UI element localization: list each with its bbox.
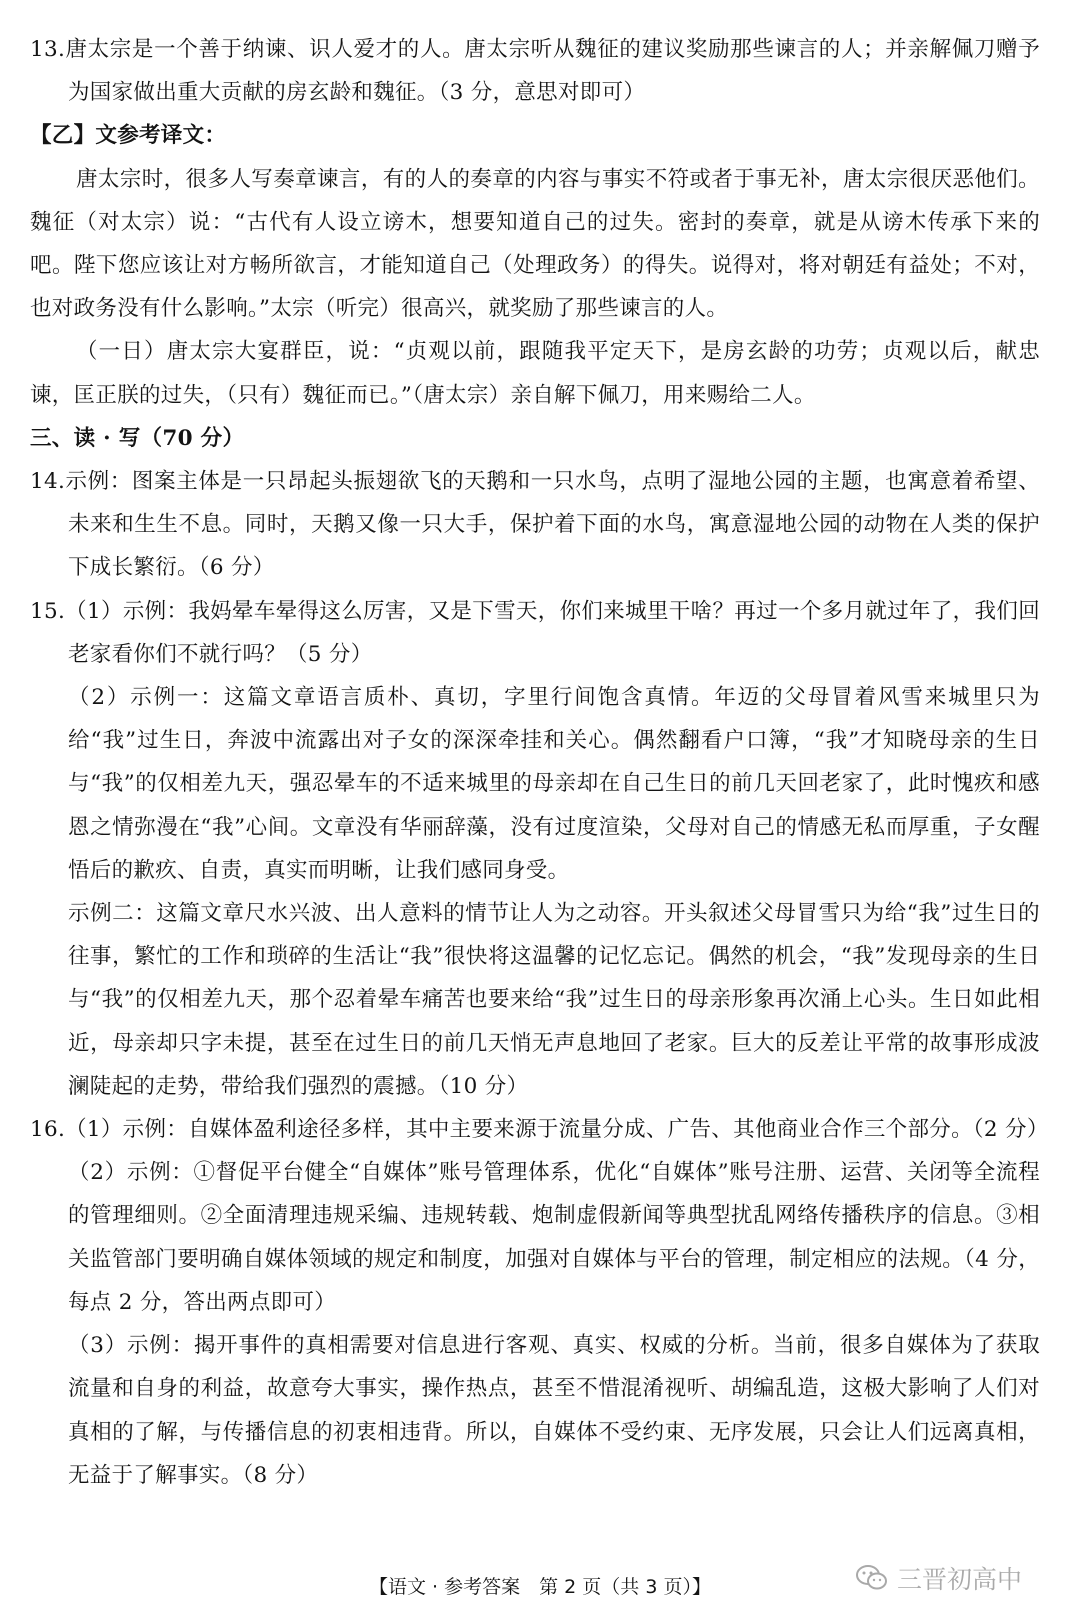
section-heading-read-write: 三、读 · 写（70 分）	[30, 425, 245, 451]
answer-15-1: 15.（1）示例：我妈晕车晕得这么厉害，又是下雪天，你们来城里干啥？再过一个多月就过年了，我们回老家看你们不就行吗？（5 分）	[30, 598, 1040, 667]
answer-14: 14.示例：图案主体是一只昂起头振翅欲飞的天鹅和一只水鸟，点明了湿地公园的主题，也寓意着希望、未来和生生不息。同时，天鹅又像一只大手，保护着下面的水鸟，寓意湿地公园的动物在人类的保护下成长繁衍。（6 分）	[30, 469, 1040, 581]
answer-page	[30, 28, 1049, 1497]
section-heading-yi-translation: 【乙】文参考译文：	[30, 123, 227, 149]
answer-15-2-example-1: （2）示例一：这篇文章语言质朴、真切，字里行间饱含真情。年迈的父母冒着风雪来城里只为给“我”过生日，奔波中流露出对子女的深深牵挂和关心。偶然翻看户口簿，“我”才知晓母亲的生日与“我”的仅相差九天，强忍晕车的不适来城里的母亲却在自己生日的前几天回老家了，此时愧疚和感恩之情弥漫在“我”心间。文章没有华丽辞藻，没有过度渲染，父母对自己的情感无私而厚重，子女醒悟后的歉疚、自责，真实而明晰，让我们感同身受。	[68, 685, 1040, 883]
answer-15-2-example-2: 示例二：这篇文章尺水兴波、出人意料的情节让人为之动容。开头叙述父母冒雪只为给“我”过生日的往事，繁忙的工作和琐碎的生活让“我”很快将这温馨的记忆忘记。偶然的机会，“我”发现母亲的生日与“我”的仅相差九天，那个忍着晕车痛苦也要来给“我”过生日的母亲形象再次涌上心头。生日如此相近，母亲却只字未提，甚至在过生日的前几天悄无声息地回了老家。巨大的反差让平常的故事形成波澜陡起的走势，带给我们强烈的震撼。（10 分）	[68, 901, 1040, 1099]
translation-paragraph-1: 唐太宗时，很多人写奏章谏言，有的人的奏章的内容与事实不符或者于事无补，唐太宗很厌恶他们。魏征（对太宗）说：“古代有人设立谤木，想要知道自己的过失。密封的奏章，就是从谤木传承下来的吧。陛下您应该让对方畅所欲言，才能知道自己（处理政务）的得失。说得对，将对朝廷有益处；不对，也对政务没有什么影响。”太宗（听完）很高兴，就奖励了那些谏言的人。	[30, 166, 1040, 322]
answer-13: 13.唐太宗是一个善于纳谏、识人爱才的人。唐太宗听从魏征的建议奖励那些谏言的人；并亲解佩刀赠予为国家做出重大贡献的房玄龄和魏征。（3 分，意思对即可）	[30, 37, 1040, 106]
wechat-icon	[855, 1563, 889, 1593]
watermark	[855, 1560, 1022, 1596]
page-footer: 【语文 · 参考答案 第 2 页（共 3 页）】	[369, 1576, 711, 1598]
translation-paragraph-2: （一日）唐太宗大宴群臣，说：“贞观以前，跟随我平定天下，是房玄龄的功劳；贞观以后，献忠谏，匡正朕的过失，（只有）魏征而已。”（唐太宗）亲自解下佩刀，用来赐给二人。	[30, 339, 1040, 408]
answer-16-1: 16.（1）示例：自媒体盈利途径多样，其中主要来源于流量分成、广告、其他商业合作三个部分。（2 分）	[30, 1117, 1049, 1143]
watermark-text: 三晋初高中	[896, 1565, 1022, 1594]
answer-16-3: （3）示例：揭开事件的真相需要对信息进行客观、真实、权威的分析。当前，很多自媒体为了获取流量和自身的利益，故意夸大事实，操作热点，甚至不惜混淆视听、胡编乱造，这极大影响了人们对真相的了解，与传播信息的初衷相违背。所以，自媒体不受约束、无序发展，只会让人们远离真相，无益于了解事实。（8 分）	[68, 1333, 1040, 1488]
answer-16-2: （2）示例：①督促平台健全“自媒体”账号管理体系，优化“自媒体”账号注册、运营、关闭等全流程的管理细则。②全面清理违规采编、违规转载、炮制虚假新闻等典型扰乱网络传播秩序的信息。③相关监管部门要明确自媒体领域的规定和制度，加强对自媒体与平台的管理，制定相应的法规。（4 分，每点 2 分，答出两点即可）	[68, 1160, 1040, 1315]
